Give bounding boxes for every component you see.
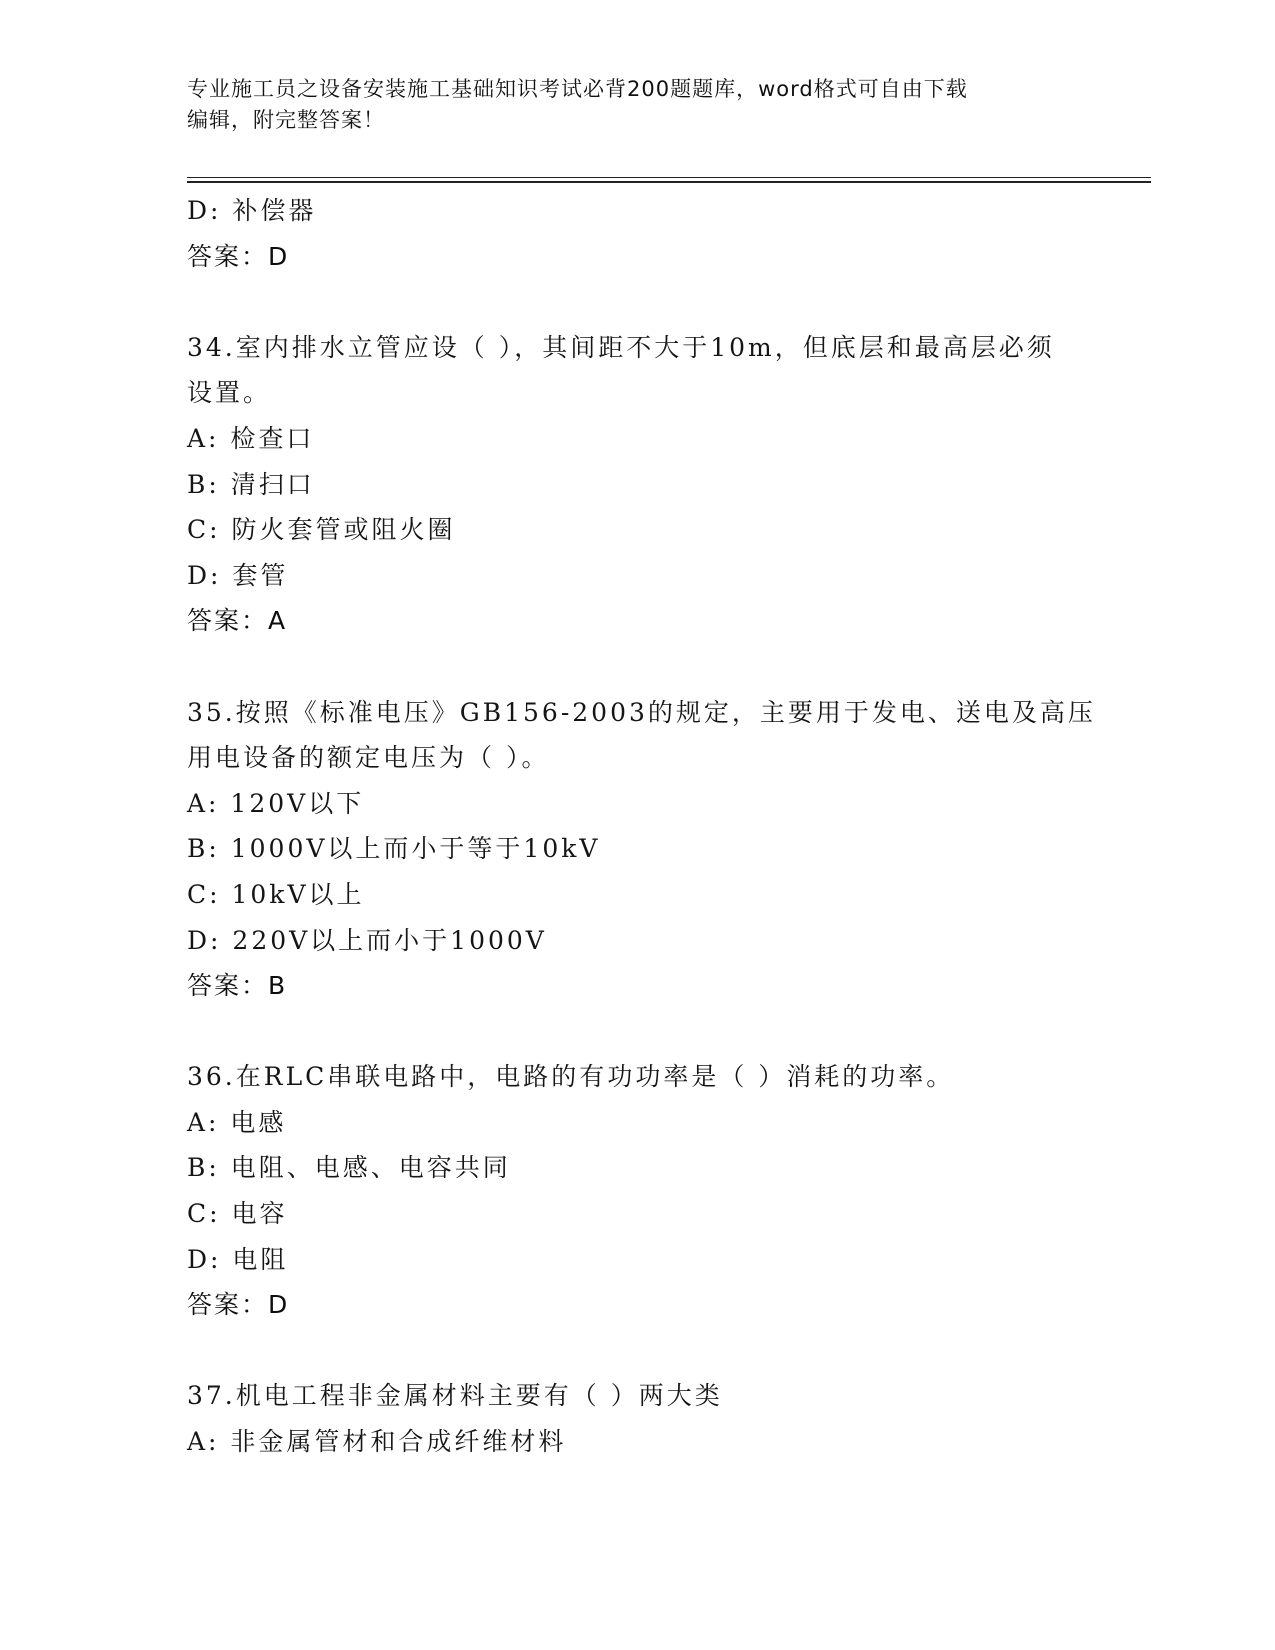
q36-option-d: D: 电阻 <box>187 1244 289 1274</box>
q34-stem-line-2: 设置。 <box>187 378 272 408</box>
spacer <box>187 1328 1087 1374</box>
q33-answer: 答案：D <box>187 241 290 271</box>
q34-answer: 答案：A <box>187 606 288 636</box>
q35-option-d: D: 220V以上而小于1000V <box>187 925 547 955</box>
spacer <box>187 279 1087 325</box>
q34-stem-line-1: 34.室内排水立管应设（ ），其间距不大于10m，但底层和最高层必须 <box>187 332 1055 362</box>
q34-option-c: C: 防火套管或阻火圈 <box>187 515 456 545</box>
question-list <box>187 188 1096 1465</box>
document-header <box>187 74 1067 136</box>
q33-option-d: D: 补偿器 <box>187 196 317 225</box>
q36-stem: 36.在RLC串联电路中，电路的有功功率是（ ）消耗的功率。 <box>187 1062 955 1092</box>
q34-option-b: B: 清扫口 <box>187 469 315 499</box>
q36-option-c: C: 电容 <box>187 1199 288 1229</box>
q36-option-b: B: 电阻、电感、电容共同 <box>187 1153 511 1183</box>
header-title-line-2: 编辑，附完整答案！ <box>187 108 385 132</box>
header-divider-thick <box>187 181 1151 183</box>
q35-answer: 答案：B <box>187 971 288 1001</box>
q37-option-a: A: 非金属管材和合成纤维材料 <box>187 1427 567 1457</box>
q34-option-d: D: 套管 <box>187 560 289 590</box>
q35-option-a: A: 120V以下 <box>187 788 365 818</box>
q34-option-a: A: 检查口 <box>187 423 315 453</box>
q36-answer: 答案：D <box>187 1290 290 1320</box>
spacer <box>187 1009 1087 1055</box>
header-title-line-1: 专业施工员之设备安装施工基础知识考试必背200题题库，word格式可自由下载 <box>187 77 968 101</box>
spacer <box>187 644 1087 690</box>
q35-option-b: B: 1000V以上而小于等于10kV <box>187 834 601 864</box>
q35-stem-line-1: 35.按照《标准电压》GB156-2003的规定，主要用于发电、送电及高压 <box>187 697 1096 727</box>
q36-option-a: A: 电感 <box>187 1107 287 1137</box>
q35-stem-line-2: 用电设备的额定电压为（ ）。 <box>187 743 550 773</box>
q37-stem: 37.机电工程非金属材料主要有（ ）两大类 <box>187 1381 723 1411</box>
q35-option-c: C: 10kV以上 <box>187 879 365 909</box>
header-divider-thin <box>187 177 1151 178</box>
